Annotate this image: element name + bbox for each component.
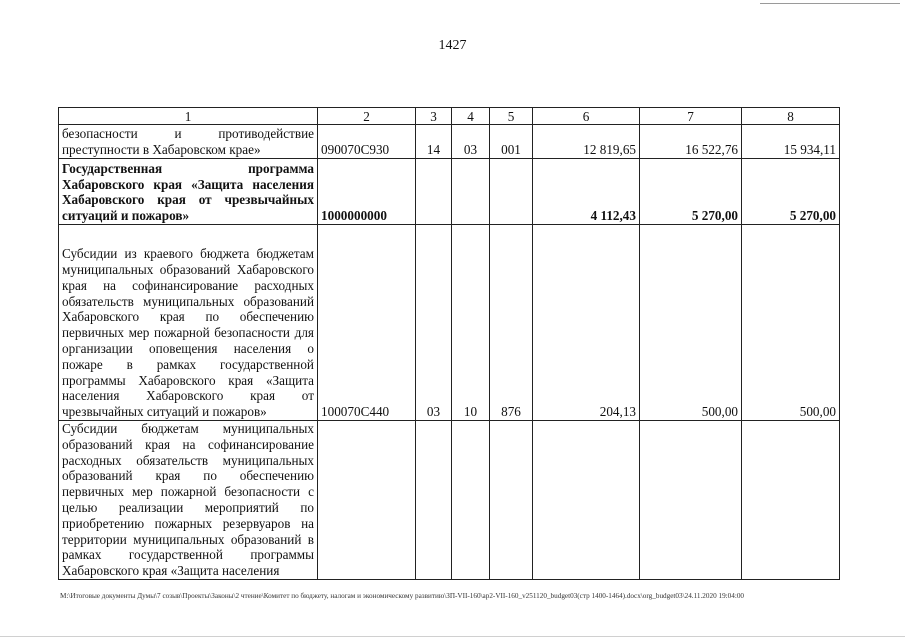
row-value-8: 15 934,11 [742,125,840,159]
row-name: безопасности и противодействие преступности в Хабаровском крае» [59,125,318,159]
row-value-6 [533,421,640,580]
row-value-8 [742,421,840,580]
row-value-8: 5 270,00 [742,159,840,225]
row-code [318,421,416,580]
row-section [416,159,452,225]
bottom-edge-line [0,636,905,637]
table-row [59,125,840,159]
column-header: 6 [533,108,640,125]
row-value-6: 204,13 [533,225,640,421]
column-header: 7 [640,108,742,125]
column-header: 1 [59,108,318,125]
row-code: 100070C440 [318,225,416,421]
row-code: 090070C930 [318,125,416,159]
row-subsection [452,159,490,225]
top-rule [760,3,900,4]
page-number: 1427 [438,38,467,53]
row-expense-type: 876 [490,225,533,421]
row-value-7: 16 522,76 [640,125,742,159]
table-row [59,225,840,421]
column-header: 3 [416,108,452,125]
row-subsection: 03 [452,125,490,159]
row-subsection: 10 [452,225,490,421]
budget-table [58,107,840,580]
column-header: 8 [742,108,840,125]
table-row [59,159,840,225]
row-name: Субсидии из краевого бюджета бюджетам муниципальных образований Хабаровского края на софинансирование расходных обязательств муниципальных образований Хабаровского края по обеспечению первичных мер пожарной безопасности для организации оповещения населения о пожаре в рамках государственной программы Хабаровского края «Защита населения Хабаровского края от чрезвычайных ситуаций и пожаров» [59,225,318,421]
row-value-6: 4 112,43 [533,159,640,225]
row-expense-type [490,421,533,580]
row-subsection [452,421,490,580]
row-value-7 [640,421,742,580]
row-expense-type [490,159,533,225]
column-header: 5 [490,108,533,125]
document-path-footer: M:\Итоговые документы Думы\7 созыв\Проекты\Законы\2 чтение\Комитет по бюджету, налогам и экономическому развитию\ЗП-VII-160\ap2-VII-160_v251120_budget03(стр 1400-1464).docx\org_budget03\24.11.2020 19:04:00 [60,592,745,600]
column-header: 2 [318,108,416,125]
row-name: Субсидии бюджетам муниципальных образований края на софинансирование расходных обязательств муниципальных образований края по обеспечению первичных мер пожарной безопасности с целью реализации мероприятий по приобретению пожарных резервуаров на территории муниципальных образований в рамках государственной программы Хабаровского края «Защита населения [59,421,318,580]
row-code: 1000000000 [318,159,416,225]
row-value-7: 500,00 [640,225,742,421]
row-section: 03 [416,225,452,421]
row-section [416,421,452,580]
row-value-8: 500,00 [742,225,840,421]
row-value-6: 12 819,65 [533,125,640,159]
row-expense-type: 001 [490,125,533,159]
table-header-row [59,108,840,125]
row-section: 14 [416,125,452,159]
column-header: 4 [452,108,490,125]
table-row [59,421,840,580]
row-name: Государственная программа Хабаровского края «Защита населения Хабаровского края от чрезвычайных ситуаций и пожаров» [59,159,318,225]
row-value-7: 5 270,00 [640,159,742,225]
